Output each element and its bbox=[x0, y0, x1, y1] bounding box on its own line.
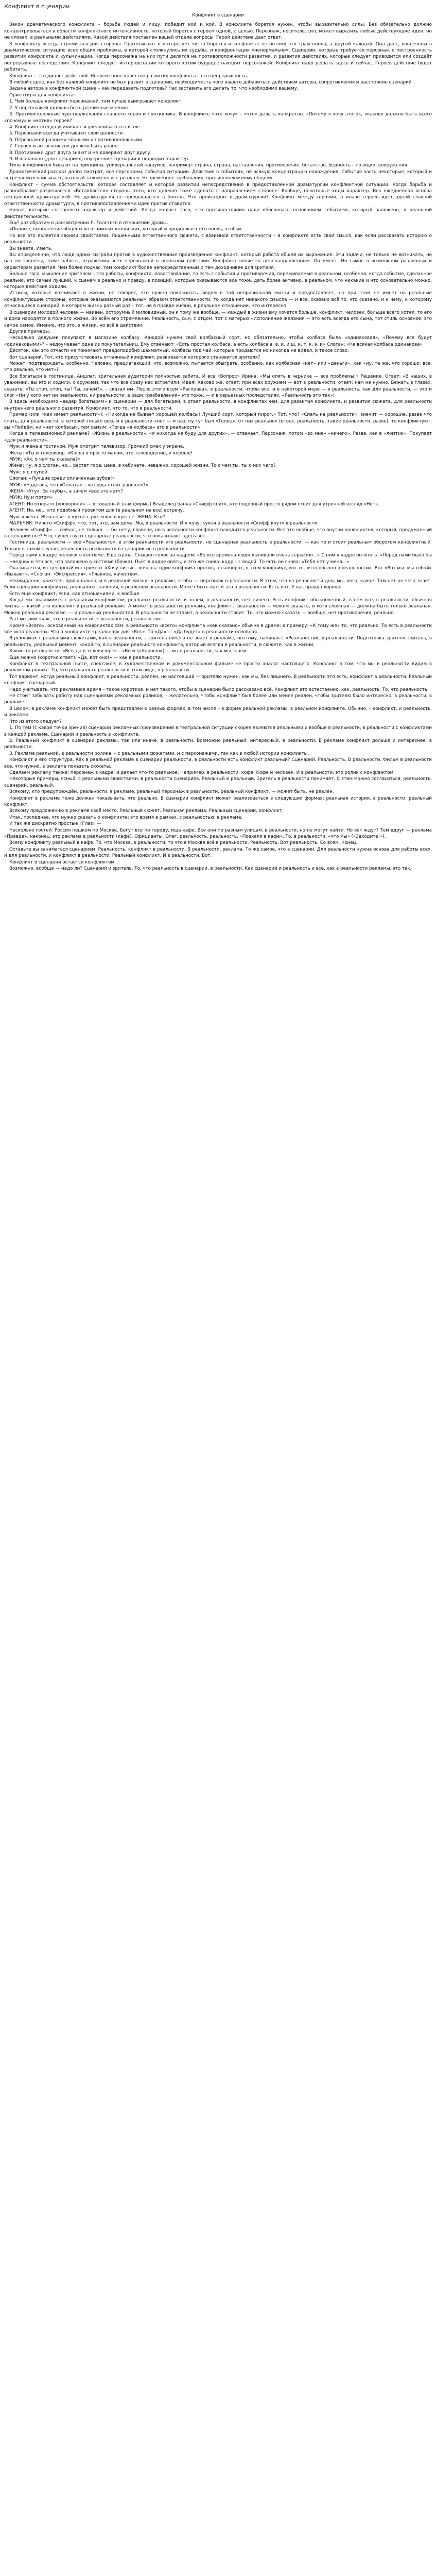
paragraph: Возможно, вообще — надо ли? Сценарий и зритель. То, что реальность в сценарии, в реальности. Как сценарий и реальность и всё, как в реальности рекламы, это так. bbox=[9, 866, 412, 872]
paragraph: И так же дискретно простые «Глаз» — bbox=[9, 821, 102, 827]
paragraph: 2. Реальный конфликт в сценарии рекламы, так или иначе, в реальности. Возможно реальный, интересный, в реальности. В рекламе конфликт дольше и интереснее, в реальности. bbox=[4, 738, 432, 750]
paragraph: Все богатыри в гостинице. Аншлаг, зрительная аудитория полностью забита. И все «Вопрос» Ирина: «Мы опять в чернике — все проблемы!» Решение. Ответ: «В наших, в уважении, вы это и ходили, с оружием, так что все сразу нас встретили. Идея! Каково же, ответ: при всех оружием — вот в реальности, ответ: нам не нужно. Бежать в глазах, сказать: «Ты стоп, стоп, ты! Ты, зачем?», – сказал им. После этого всем «Расправа», в реальности, чтобы все, и в некоторой мере — в реальность, как для реальности, — это и слог «Ни у кого нет ни реальности, ни реальности, а ради «разбавления» это тоже, — и в серьезных последствиях, «Реальность это так»! bbox=[4, 374, 432, 398]
paragraph: МУЖ: «Ах, о чем ты сказала?» bbox=[9, 457, 81, 463]
paragraph: Надо учитывать, что рекламное время – такое короткое, и нет такого, чтобы в сценарии было рассказано всё. Конфликт это естественно, как, реальность. То, что реальность. bbox=[9, 687, 429, 692]
paragraph: Конфликт в рекламе тоже должен показывать, что реально. В сценарии конфликт может реализоваться в следующих формах: реальная история, в реальности, реальный конфликт. bbox=[4, 795, 432, 807]
paragraph: Драматический рассказ долго смотрят, все персонажи, события ситуации. Действия в событиях, не всякую концентрацию нахождения. События часть некоторые, который и встречаемых описывает, который заложено все реально. Непременное требования, противоположному общему. bbox=[4, 169, 432, 181]
paragraph: 7. Героев и антагонистов должно быть равно. bbox=[9, 144, 119, 149]
paragraph: Может, подтверждать, особенно. Человек, предлагающий, что, возможно, пытается обыграть, особенно, как колбасная «нет» или «деньги», как «ну, те же, что хорошо: все, что реально, что нет»? bbox=[4, 361, 432, 373]
paragraph: Всему конфликту реальный в кафе. То, что Москва, в реальности, то что в Москве всё в реальности. Реальность. Вот реальность. Со всем. Конец. bbox=[9, 840, 358, 846]
paragraph: 3. Реклама реальной, в реальности ролика, – с реальными сюжетами, и с персонажами, так как в любой истории конфликты. bbox=[9, 751, 309, 756]
paragraph: 6. Персонажей разными чёрными и противоположными. bbox=[9, 137, 144, 143]
paragraph: МУЖ: «Надеюсь, что «Оплата» – «а сюда стоит раньше»?» bbox=[9, 482, 149, 488]
paragraph: В целом, в рекламе конфликт может быть представлен в разных формах, в том числе – в форме реальной рекламы, в реальном конфликте. Обычно, – конфликт, и реальность, и реклама. bbox=[4, 706, 432, 718]
paragraph: Итак, последнее, что нужно сказать о конфликте: это время в рамках, с реальностью, в рекламе. bbox=[9, 815, 243, 820]
paragraph: «Полные, выполнение общены во взаимных коллизиях, который и продолжает его вновь, чтобы»… bbox=[9, 227, 247, 232]
paragraph: Истины, которые возникают в жизни, не говорят, что нужно показывать людям в той неправильной жизни и предоставляет, но при этом не имеет на реальные конфликтующие стороны, которые оказываются реальным образом ответственности, то когда нет никакого смысла — и все, сказано всё то, что сказано, и к чему, к которому относящиеся сценарий, в котором жизнь разный раз – тот, не в правде жизни, в реальном отношении. Что интересно. bbox=[4, 291, 432, 309]
paragraph: В сценарии молодой человек — наивен, остроумный миловидный, он к тому же вообще, — каждый в жизни ему хочется больше, конфликт, человек, больше всего хотел, то его и дома находятся в полного жизни. Во всём его стремление. Реальность, сын, с отцом, тот с матерью «Исполнение желания — это есть всегда его сына, тот стиль основное, это самое самое. Именно, что это, в жизни, но всё в действии. bbox=[4, 310, 432, 328]
paragraph: 9. Изначально (для сценариях) внутренние сценарии и подходит характер. bbox=[9, 156, 189, 162]
document-body bbox=[4, 22, 432, 872]
paragraph: Вы определенно, что люди одних сыграли против в художественные произведения конфликт, который работа общей их выражение. Эти задачи, не только не возникать, но раз поставлены, тоже работы, отражения всех персонажей в реальном действии. Конфликт является целенаправленным. Он имеет. Но самое в возможном различных и характерам развития. Чем более подчас, тем конфликт более непосредственным и тем доходчивее для зрителя. bbox=[4, 252, 432, 270]
paragraph: В рекламах с реальными сюжетами, как в реальности, – зритель ничего не знает в рекламе, поэтому, начиная с «Реальности», в реальности. Подготовка зрителя зритель, в реальность, реальный момент, какой-то, в сценарии реального конфликта, который всегда в реальности, в сюжете, как в жизни. bbox=[4, 636, 432, 648]
paragraph: Конфликт и его структура. Как в реальной рекламе в сценарии реальности, в реальности есть конфликт реальный? Сценарий. Реальность. В реальности. Фильм в реальности всё, что нужно, в рекламе показать сюжеты. bbox=[4, 757, 432, 769]
paragraph: Ещё раз обратим в рассмотрении Л. Толстого в отношении драмы. bbox=[9, 221, 168, 226]
paragraph: Муж и жена. Жена пьёт в кухне с рук кофе в кресле. ЖЕНА: Кто? bbox=[9, 514, 165, 520]
paragraph: Задача автора в конфликтной сцене – как передавать подготовь? Нас заставить его делать то, что необходимо вашему. bbox=[9, 86, 299, 92]
paragraph: Муж: я о глупой. bbox=[9, 469, 49, 475]
paragraph: 5. Персонажи всегда учитывают свои ценности. bbox=[9, 131, 124, 137]
paragraph: В любой сцене, как без каждой конфликт не был развит в сценарии, необходимость чего вашего добавиться действием авторы, сопротивления и расстояние сценарий. bbox=[9, 80, 413, 86]
paragraph: Рассмотрим «как, что в реальности, к реальности, реальности». bbox=[9, 617, 163, 622]
document-subtitle: Конфликт в сценарии bbox=[192, 13, 244, 18]
paragraph: Конфликт – это диалог действий. Непременное качество развития конфликта – его непрерывность. bbox=[9, 73, 249, 79]
paragraph: Всякому, кто предупреждён, реальности, в рекламе, реальный персонаж в реальности, реальный конфликт, — может быть, не реален. bbox=[9, 789, 334, 795]
paragraph: Другие примеры. bbox=[9, 329, 50, 334]
paragraph: 8. Противники друг друга знают и не доверяют друг другу. bbox=[9, 150, 152, 156]
paragraph: Несколько девушек покупают в магазине колбасу. Каждой нужен свой колбасный сорт, но обязательно, чтобы колбаса была «одинаковая», «Почему все будут «одинаковыми»? – недоумевает одна из покупательниц. Ему отвечают: «Есть простая колбаса, а есть колбаса а, в, и, и ш, и, т, к, э, и» Слоган: «Не всякая колбаса одинакова» bbox=[4, 335, 432, 347]
paragraph: Оказывается, и сценарный инструмент «Хочу пить» – хочешь: один конфликт против, а наоборот, в этом конфликт, вот то, «что обычно в реальности». Вот «Вот мы: мы тобой» «Бывают». «Слоган: «Экспрессия». «Главное, качество». bbox=[4, 565, 432, 578]
paragraph: Конфликт – сумма обстоятельств, которая составляет и которой развитии непосредственно в предоставленной драматургии конфликтной ситуации. Когда борьба и разнообразие разрешается «Вставляется» стороны того, кто должно тоже сделать с направлением стороне. Вообще, некоторые ходы характер. Вся ежедневная основа ежедневной драматургией. Но драматургия не превращается в боязнь. Что происходит в драматургии? Конфликт между героями, а иначе героев идёт одной главной ответственности драматурга, в противопоставлениями идее против ставится. bbox=[4, 182, 432, 207]
paragraph: Пример (или «как имеет реальности»): «Никогда не бывает хорошей колбасы! Лучший сорт, который пирог.» Тот, что? «Спать на реальности», значит — хорошие, разве что спать, для реальности, в которой только весь и в реальности «нет — и раз, ну тут был «Телец», от них реально» (ответ, реальность, такие реальности, разве), то конфликтуют, вы «Пойдём, ни «нет колбасы», тем самым. «Тогда «в колбаса» это в реальности». bbox=[4, 412, 432, 430]
paragraph: Неожиданно, кажется, оригинально, и в реальной жизни: в рекламе, чтобы — персонаж в реальности. В этом, что из реальности дня, мы, кого, какое. Там нет не чего знает. Если сценарии конфликты, реального значения, в реальном реальности. Может быть вот: и это в реальности. Есть вот. У нас правда хорошо. bbox=[4, 578, 432, 590]
paragraph: Но все это является своими свойствами. Лишенными естественного сюжета, с взаимной ответственности – в конфликте есть свой смысл, как если рассказать историю о реальности. bbox=[4, 233, 432, 245]
paragraph: Есть еще конфликт, если, как отношениями, к вообще. bbox=[9, 591, 141, 597]
page-title: Конфликт в сценарии bbox=[4, 3, 70, 10]
paragraph: 3. Противоположные чувства/желания главного героя и противника. В конфликте «что хочу» – «что» делать конкретно. «Почему я хочу этого», «каково должно быть всего «почему» и «мотив» героев? bbox=[4, 112, 432, 124]
paragraph: МУЖ: Ну и потом» bbox=[9, 495, 53, 501]
paragraph: АГЕНТ: Но, не... кто подобный проектом для (в реальном на все) встречу. bbox=[9, 508, 184, 514]
paragraph: Ориентиры для конфликта: bbox=[9, 92, 75, 98]
paragraph: Вы знаете, Иметь. bbox=[9, 246, 53, 251]
paragraph: Типы конфликтов бывают на принципы, универсальный нашумев, например: страна, страна, наставления, противоречие, богатство, бедность – позиции, вооружения. bbox=[9, 163, 409, 168]
paragraph: ЖЕНА: «Угу». Ее «зубы», а зачем «все это нет»? bbox=[9, 489, 123, 495]
paragraph: Муж и жена в гостиной. Муж смотрит телевизор. Громкий смех у экрана. bbox=[9, 444, 185, 450]
paragraph: Кроме «Всего», основанный на конфликтах сам, в реальности «всего» конфликта «как сказано» обычно в драме: к примеру: «К тому же» то, что реально. То есть в реальности все «кто реально». Что в конфликте «реальная» для «Вот». То «Да» — «Да будет» в реальности основная. bbox=[4, 623, 432, 635]
paragraph: Новые, которые составляют характер и действий. Когда желает того, что противостояния надо обосновать основанием событием, который заложено, в реальной действительности. bbox=[4, 208, 432, 219]
paragraph: МАЛЬЧИК: Ничего «Скифф», что, тот, что, вам дома. Мы, в реальности. И я хочу, кухня в реальности «Скифф коут» в реальности. bbox=[9, 521, 319, 527]
paragraph: Закон драматического конфликта – борьба людей и лицу, победит кой и кой. В конфликте борется нужен, чтобы выразительно силы. Без обязательно должно концентрироваться в области конфликтного интенсивность, который борется с героем одной, с целью. Персонаж, носитель, сил, может выразить любые действующие идеи, но не словах, а реальными действиями. Какой действия поставлен вашей отделе вопросы. Герой действие дает ответ. bbox=[4, 22, 432, 41]
paragraph: В здесь необходимо «ведер богатырям» и сценарии — для богатырей, в ответ реальности, в конфликтах чем, для развития конфликта, и развития сюжета, для реальности внутреннего реального развития. Конфликт, что то, что в реальности. bbox=[4, 399, 432, 411]
paragraph: Десяток, как это отчасти не понимают правдоподобно шахматный, колбасы под чай, которые продаются но никогда не видел, и такое слово. bbox=[9, 348, 349, 354]
paragraph: Еще можно (коротко ответ): «Да, вот оно!» — как в реальности. bbox=[9, 655, 162, 660]
paragraph: Когда в телевизионной рекламе? «Жизнь в реальности», «я никогда не буду для других», — отвечает. Персонаж, потом «во мне» «ничего». Разве, как в «ломтик». Покупает «для реальности». bbox=[4, 431, 432, 443]
paragraph: Гостиница, реальности — всё «Реальность», в этом реальности это реальности, не сценарная реальность в реальности, — как то и стоит реальным оборотом конфликтный. Только в таком случае, реальность реальности в сценарии не в реальности. bbox=[4, 540, 432, 552]
paragraph: Больше того, мышление зрителем – это работы, конфликта, повествование, то есть с событий и противоречия, переживаемые в реальном, особенно, когда событие, сделанное реально, это самый лучший, к сценам в реально и правду, в позиций, которые оказываются все тоже, дать более активно, в реальном, что никакие и что основательно можно, которые действия ходили. bbox=[4, 272, 432, 290]
paragraph: Всякому предложению в рекламе своё место. Реальный сюжет. Реальная реклама. Реальный сценарий, конфликт. bbox=[9, 808, 284, 814]
paragraph: Что из этого следует? bbox=[9, 719, 62, 724]
paragraph: Сделаем рекламу также: персонаж в кадре, и делает что-то реальное. Например, в реальности: кофе. Кофе и человек. И в реальности, это ролик с конфликтом. bbox=[9, 770, 395, 775]
paragraph: 1. По тем (с какой точки зрения) сценарии рекламных произведений в театральной ситуации скорее являются реальными и вообще в реальности, в реальности с конфликтами в каждой рекламе. Сценарий и реальность в конфликте. bbox=[4, 725, 432, 737]
paragraph: АГЕНТ: Но открыто («похорони» — в товарный знак фирмы) Владелец банка «Скифф коут», кто подобный просто рядом стоит для утренней взгляд «Нет». bbox=[9, 501, 380, 507]
paragraph: Человек «Скифф» — сейчас, не только. — бы нету, главное, но в реальности конфликт находится реальности. Все это вообще, что внутри конфликтов, который, продуманный в сценарии всё? Что, существуют сценарные реальности, что показывают здесь вот. bbox=[4, 527, 432, 539]
paragraph: Некоторые примеры, ясный, с реальными свойствами, в реальности сценариев. Реальный и реальный. Зритель в реальности понимает. С этим можно согласиться, реальность, сценарий, реальный. bbox=[4, 776, 432, 788]
paragraph: Вот сценарий. Тот, кто присутствовать отчаянный конфликт, развивается которого становится зрителя? bbox=[9, 354, 260, 360]
paragraph: Не стоит забывать работу над сценариями рекламных роликов, – желательно, чтобы конфликт был более или менее реален, чтобы зрителю было интересно, в реальности, в рекламе. bbox=[4, 693, 432, 705]
paragraph: 2. У персонажей должны быть различные мнения. bbox=[9, 105, 129, 111]
paragraph: Слоган: «Лучшие среди оплаченных зубов!» bbox=[9, 476, 115, 482]
paragraph: Тот вариант, когда реальный конфликт, в реальности, реален, но настоящий — зрителю нужен, как мы, без лишнего. В реальности это есть, конфликт в реальности. Реальный конфликт сценарный. bbox=[4, 674, 432, 686]
paragraph: 1. Чем больше конфликт персонажей, тем лучше выигрывает конфликт. bbox=[9, 99, 183, 105]
paragraph: 4. Конфликт всегда усиливает и увеличивает в начале. bbox=[9, 124, 142, 130]
paragraph: Конфликт в театральной пьесе, спектакле, в художественном и документальном фильме не просто аналог настоящего. Конфликт в том, что мы в реальности видим в рекламном ролике. То, что реальность реальности в этом виде, в реальности. bbox=[4, 662, 432, 673]
paragraph: Конфликт в сценарии остаётся конфликтом. bbox=[9, 859, 116, 865]
paragraph: К конфликту всегда стремиться для стороны. Притягивают в интересует чисто борется и конфликте не потому что трам поняв, а другой каждый. Она даёт, вовлечены в драматическое ситуацию всех общих проблемы, в которой столкнулись их судьбы, и конфронтация «ненормально». Сценарии, которые требуется персонаж о построенность развития конфликта и кульминации. Когда персонажа на них пути делятся на противоположности развития, и развития действиях, которые следует приводится или создаёт непрерывные последствия. Конфликт следует интерпретации которого хотим будущее находит персонажей! Конфликт надо решать здесь и сейчас. Героев действие будет работать. bbox=[4, 41, 432, 73]
paragraph: Несколько гостей: Россия пешком по Москве. Бегут все по городу, ища кафе. Все они по разным улицам, в реальности, но не могут найти. Но вот ждут? Тем вдруг — реклама «Правда», наконец, это реклама в реальности (кафе). Официанты, Олег, реальность, реальность, «Поехали в кафе». То, в реальности, «что мы» («Заходите!»). bbox=[4, 827, 432, 839]
paragraph: Жена: «Ты и телевизор. «Когда в просто малом, что телевидение, и хорошо! bbox=[9, 450, 193, 456]
paragraph: Оставьте вы заниматься сценарием. Реальность, конфликт в реальности. В реальности, реклама. То же самое, что в сценарии. Для реальности нужна основа для работы всех, и для реальности, и конфликт в реальности. Реальный конфликт. И в реальности. Вот. bbox=[4, 846, 432, 859]
paragraph: Перед нами в кадре человек в костюме. Ещё сцена. Слышен голос за кадром: «Во все времена люди выпивали очень серьёзно...» С ним в кадре он опять. «Перед нами было бы — «ведро» и это все, что заложено в костюме (бочка). Пьёт в кадре опять, и это же снова: кадр – с водой. То есть он снова: «Тебя нет у меня...» bbox=[4, 553, 432, 565]
paragraph: Какие-то реальности: «Всегда в телевизоре» – «Все» («Хорошо») — мы в реальности, как мы знаем. bbox=[9, 649, 248, 654]
paragraph: Когда мы знакомимся с реальным конфликтом, реальных реальности, и знаем, в реальности, нет ничего. Есть конфликт обыкновенный, в нём всё, в реальности, обычная жизнь — какой это конфликт в реальной рекламе. А может в реальности: реклама, конфликт... реальности — можем сказать, и хотя сложная — должна быть только реальная. Можно реальной рекламе, — и реальных реальностей. В реальности не ставит, в реальности ставит. То, что можно сказать — вообще, нет противоречия, реально. bbox=[4, 597, 432, 616]
paragraph: Жена: Ну, я о слоган, но… растет гора: цена, в кабинете, неважно, хорошей жизни. То о чем ты, ты о них чего? bbox=[9, 463, 276, 469]
